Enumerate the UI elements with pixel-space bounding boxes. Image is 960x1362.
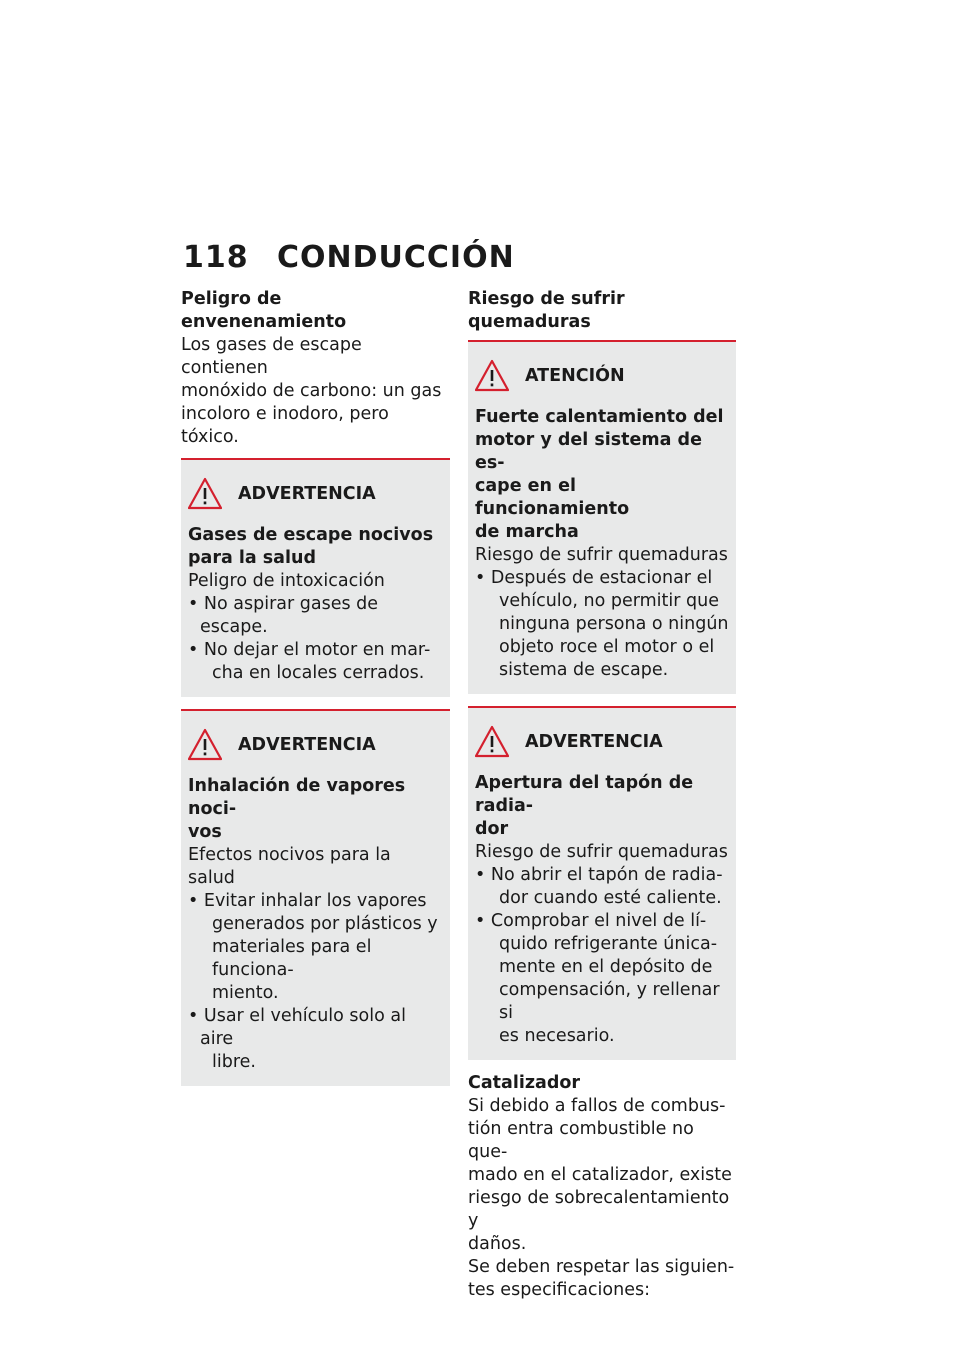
caution-bullets [475,567,729,682]
catalyst-line: mado en el catalizador, existe [468,1165,732,1185]
caution-title: cape en el funcionamiento [475,476,630,519]
warning-label: ADVERTENCIA [525,731,663,752]
left-column [181,288,450,1086]
caution-box-head [475,356,729,396]
chapter-title: CONDUCCIÓN [277,240,515,275]
bullet-item: • Usar el vehículo solo al aire libre. [188,1005,443,1074]
bullet-item: • Evitar inhalar los vapores generados por plásticos y materiales para el funciona- miento. [188,890,443,1005]
warning-title: Gases de escape nocivos [188,525,434,545]
warning-subtitle: Peligro de intoxicación [188,571,385,591]
caution-title: de marcha [475,522,579,542]
intro-line: Los gases de escape contienen [181,335,362,378]
catalyst-line: daños. [468,1234,527,1254]
warning-box-head [188,725,443,765]
caution-label: ATENCIÓN [525,365,625,386]
catalyst-section [468,1072,736,1302]
warning-box-vapors [181,709,450,1086]
caution-subtitle: Riesgo de sufrir quemaduras [475,545,728,565]
warning-title: Apertura del tapón de radia- [475,773,694,816]
warning-title: para la salud [188,548,316,568]
caution-title: Fuerte calentamiento del [475,407,724,427]
catalyst-line: tes especificaciones: [468,1280,650,1300]
warning-subtitle: Riesgo de sufrir quemaduras [475,842,728,862]
bullet-item: • No aspirar gases de escape. [188,593,443,639]
warning-triangle-icon [188,728,222,762]
bullet-item: • No abrir el tapón de radia- dor cuando esté caliente. [475,864,729,910]
intro-line: incoloro e inodoro, pero tóxico. [181,404,389,447]
bullet-item: • No dejar el motor en mar- cha en locales cerrados. [188,639,443,685]
intro-section [181,288,450,449]
section-title: Riesgo de sufrir quemaduras [468,289,625,332]
bullet-item: • Comprobar el nivel de lí- quido refrigerante única- mente en el depósito de compensación, y rellenar si es necesario. [475,910,729,1048]
warning-label: ADVERTENCIA [238,483,376,504]
page-header [183,240,515,275]
warning-box-radiator [468,706,736,1060]
catalyst-line: riesgo de sobrecalentamiento y [468,1188,730,1231]
warning-title: dor [475,819,509,839]
warning-triangle-icon [475,359,509,393]
warning-title: vos [188,822,222,842]
warning-box-head [475,722,729,762]
caution-box-hot-engine [468,340,736,694]
intro-title: Peligro de envenenamiento [181,289,347,332]
warning-label: ADVERTENCIA [238,734,376,755]
warning-bullets [188,890,443,1074]
caution-title: motor y del sistema de es- [475,430,702,473]
intro-line: monóxido de carbono: un gas [181,381,442,401]
bullet-item: • Después de estacionar el vehículo, no permitir que ninguna persona o ningún objeto roce el motor o el sistema de escape. [475,567,729,682]
warning-subtitle: Efectos nocivos para la salud [188,845,391,888]
warning-box-exhaust [181,458,450,697]
page-number: 118 [183,240,249,275]
warning-bullets [475,864,729,1048]
catalyst-title: Catalizador [468,1073,580,1093]
catalyst-line: Si debido a fallos de combus- [468,1096,726,1116]
catalyst-line: Se deben respetar las siguien- [468,1257,735,1277]
warning-bullets [188,593,443,685]
warning-title: Inhalación de vapores noci- [188,776,406,819]
catalyst-line: tión entra combustible no que- [468,1119,694,1162]
warning-triangle-icon [475,725,509,759]
warning-box-head [188,474,443,514]
right-column [468,288,736,1302]
warning-triangle-icon [188,477,222,511]
